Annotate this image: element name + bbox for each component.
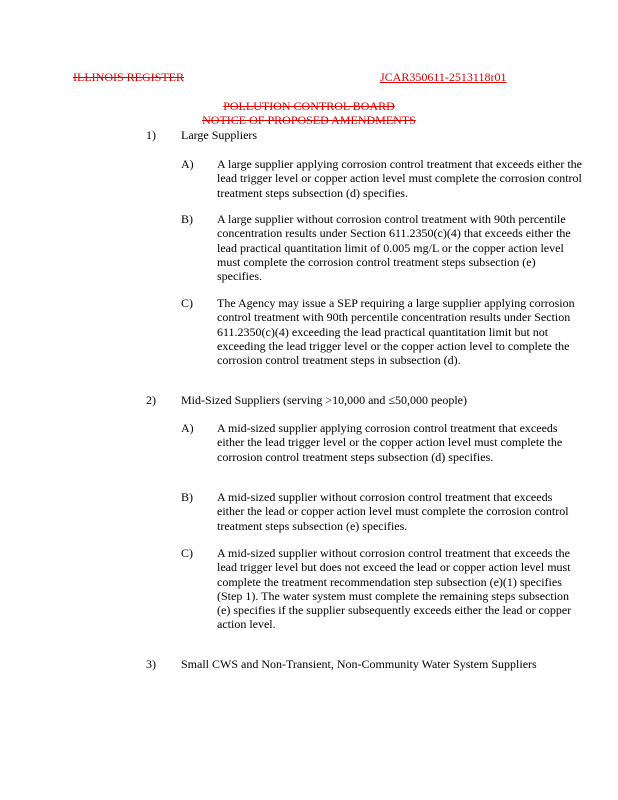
section-title: Large Suppliers (181, 128, 258, 142)
item-text: A large supplier applying corrosion control treatment that exceeds either the lead trigger level or copper action level must complete the corrosion control treatment steps subsection (d) specifies. (217, 157, 582, 200)
agency-title: POLLUTION CONTROL BOARD (223, 99, 395, 113)
item-letter: A) (181, 421, 194, 435)
item-letter: C) (181, 546, 193, 560)
item-text: A mid-sized supplier applying corrosion control treatment that exceeds either the lead trigger level or the copper action level must complete the corrosion control treatment steps subsection (d) specifies. (217, 421, 563, 464)
section-number: 1) (146, 128, 156, 142)
item-text: The Agency may issue a SEP requiring a large supplier applying corrosion control treatment with 90th percentile concentration results under Section 611.2350(c)(4) exceeding the lead practical quantitation limit but not exceeding the lead trigger level or the copper action level to complete the corrosion control treatment steps in subsection (d). (217, 296, 575, 368)
item-text: A mid-sized supplier without corrosion control treatment that exceeds the lead trigger level but does not exceed the lead or copper action level must complete the treatment recommendation step subsection (e)(1) specifies (Step 1). The water system must complete the remaining steps subsection (e) specifies if the supplier subsequently exceeds either the lead or copper action level. (217, 546, 572, 632)
item-letter: A) (181, 157, 194, 171)
register-header: ILLINOIS REGISTER (73, 70, 184, 84)
notice-title: NOTICE OF PROPOSED AMENDMENTS (202, 113, 416, 127)
section-title: Mid-Sized Suppliers (serving >10,000 and ≤50,000 people) (181, 393, 467, 407)
section-title: Small CWS and Non-Transient, Non-Community Water System Suppliers (181, 657, 537, 671)
section-number: 2) (146, 393, 156, 407)
item-text: A mid-sized supplier without corrosion control treatment that exceeds either the lead or copper action level must complete the corrosion control treatment steps subsection (e) specifies. (217, 490, 569, 533)
item-letter: B) (181, 490, 193, 504)
item-letter: C) (181, 296, 193, 310)
item-letter: B) (181, 212, 193, 226)
section-number: 3) (146, 657, 156, 671)
item-text: A large supplier without corrosion control treatment with 90th percentile concentration results under Section 611.2350(c)(4) that exceeds either the lead practical quantitation limit of 0.005 mg/L or the copper action level must complete the corrosion control treatment steps subsection (e) specifies. (217, 212, 571, 284)
document-code: JCAR350611-2513118r01 (380, 70, 507, 84)
